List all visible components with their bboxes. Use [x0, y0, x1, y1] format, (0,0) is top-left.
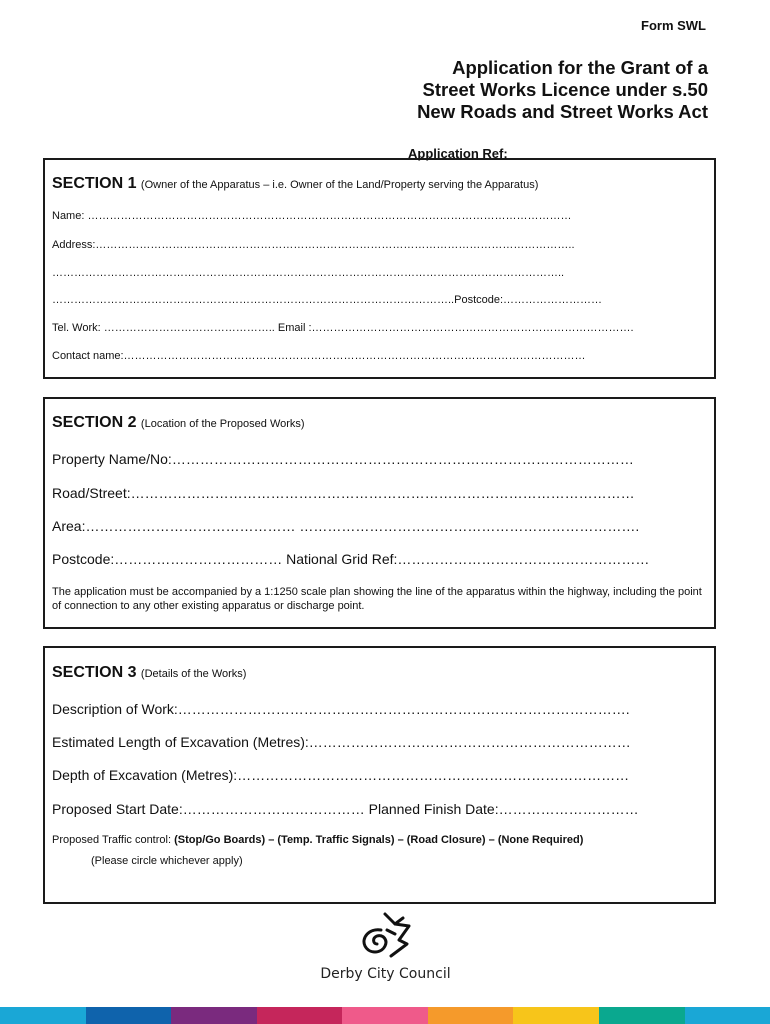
council-logo [313, 910, 458, 990]
page-title [417, 57, 708, 123]
traffic-control-row [52, 834, 583, 846]
description-of-work-field[interactable]: Description of Work:……………………………………………………………………………………. [52, 701, 630, 717]
section-2-location [43, 397, 716, 629]
stripe-segment [257, 1007, 343, 1024]
name-field[interactable]: Name: …………………………………………………………………………………………………………………… [52, 210, 572, 222]
section-2-title: SECTION 2 [52, 414, 137, 431]
excavation-length-field[interactable]: Estimated Length of Excavation (Metres):…………………………………………………………… [52, 734, 631, 750]
road-street-field[interactable]: Road/Street:……………………………………………………………………………………………… [52, 485, 635, 501]
excavation-depth-field[interactable]: Depth of Excavation (Metres):………………………………………………………………………… [52, 767, 630, 783]
scale-plan-note: The application must be accompanied by a 1:1250 scale plan showing the line of the apparatus within the highway, including the point of connection to any other existing apparatus or discharge point. [52, 586, 702, 612]
address-field[interactable]: Address:………………………………………………………………………………………………………………….. [52, 239, 575, 251]
stripe-segment [428, 1007, 514, 1024]
section-3-title: SECTION 3 [52, 664, 137, 681]
traffic-control-options[interactable]: (Stop/Go Boards) – (Temp. Traffic Signals) – (Road Closure) – (None Required) [174, 834, 584, 846]
address-postcode-field[interactable]: ………………………………………………………………………………………………..Postcode:……………………… [52, 294, 603, 306]
colour-stripe-footer [0, 1007, 770, 1024]
stripe-segment [685, 1007, 770, 1024]
stripe-segment [171, 1007, 257, 1024]
stripe-segment [599, 1007, 685, 1024]
stripe-segment [342, 1007, 428, 1024]
ram-icon [351, 910, 421, 964]
traffic-control-label: Proposed Traffic control: [52, 834, 172, 846]
stripe-segment [86, 1007, 172, 1024]
traffic-control-note: (Please circle whichever apply) [91, 855, 243, 867]
title-line-1: Application for the Grant of a [452, 57, 708, 78]
section-2-subtitle: (Location of the Proposed Works) [140, 418, 305, 430]
section-3-details [43, 646, 716, 904]
address-line-2-field[interactable]: ………………………………………………………………………………………………………………………….. [52, 267, 565, 279]
section-3-heading [52, 664, 246, 682]
form-id: Form SWL [641, 18, 706, 33]
application-ref-label: Application Ref: [408, 146, 508, 161]
tel-email-field[interactable]: Tel. Work: ……………………………………….. Email :……………………………………………………………………………. [52, 322, 634, 334]
start-finish-date-field[interactable]: Proposed Start Date:………………………………… Planned Finish Date:………………………… [52, 801, 639, 817]
stripe-segment [0, 1007, 86, 1024]
council-name: Derby City Council [320, 966, 451, 982]
section-2-heading [52, 414, 305, 432]
section-1-owner [43, 158, 716, 379]
section-1-subtitle: (Owner of the Apparatus – i.e. Owner of the Land/Property serving the Apparatus) [140, 179, 539, 191]
section-1-heading [52, 175, 538, 193]
stripe-segment [513, 1007, 599, 1024]
section-3-subtitle: (Details of the Works) [140, 668, 247, 680]
title-line-2: Street Works Licence under s.50 [422, 79, 708, 100]
section-1-title: SECTION 1 [52, 175, 137, 192]
area-field[interactable]: Area:……………………………………… ………………………………………………………………. [52, 518, 640, 534]
contact-name-field[interactable]: Contact name:……………………………………………………………………………………………………………… [52, 350, 586, 362]
title-line-3: New Roads and Street Works Act [417, 101, 708, 122]
property-name-field[interactable]: Property Name/No:……………………………………………………………………………………… [52, 451, 634, 467]
postcode-grid-ref-field[interactable]: Postcode:……………………………… National Grid Ref:……………………………………………… [52, 551, 650, 567]
